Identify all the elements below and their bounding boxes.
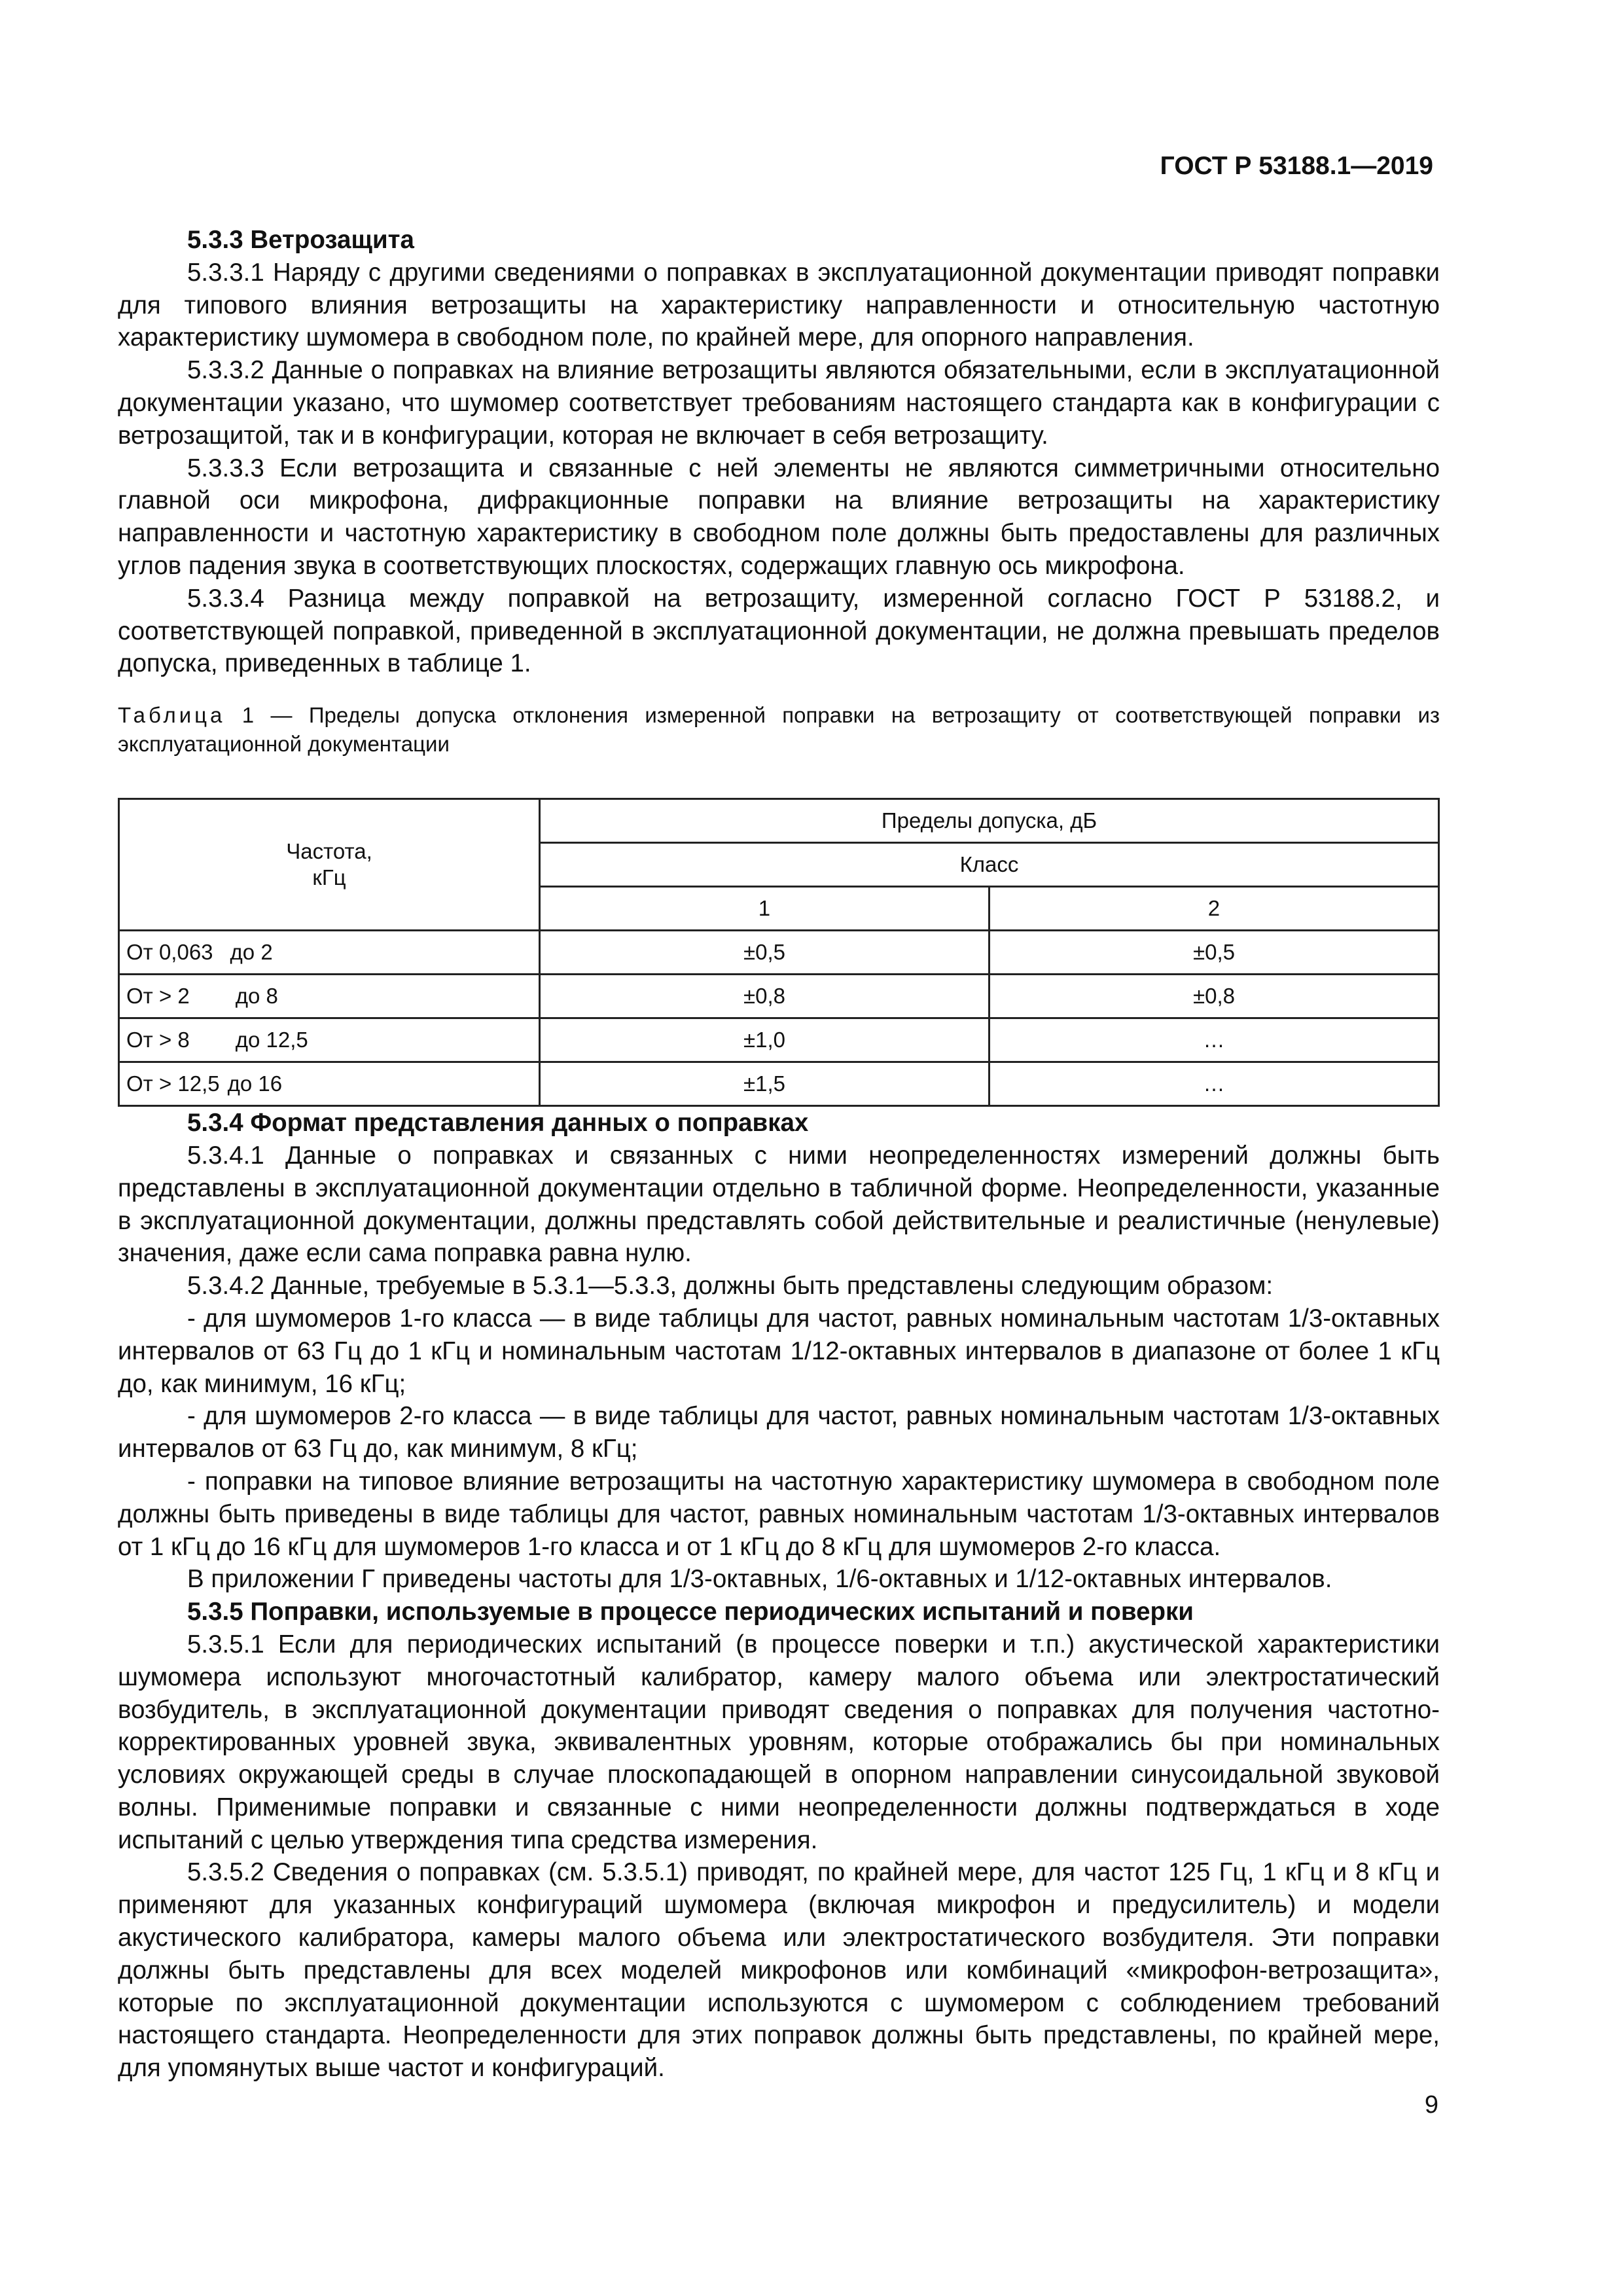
paragraph-5-3-4-2: 5.3.4.2 Данные, требуемые в 5.3.1—5.3.3, должны быть представлены следующим образом: <box>187 1272 1274 1300</box>
class-2-cell: … <box>989 1018 1438 1062</box>
frequency-cell: От > 2 до 8 <box>119 975 540 1018</box>
tolerance-table <box>118 798 1440 1107</box>
class-2-cell: ±0,5 <box>989 931 1438 975</box>
paragraph-5-3-5-2: 5.3.5.2 Сведения о поправках (см. 5.3.5.1) приводят, по крайней мере, для частот 125 Гц, 1 кГц и 8 кГц и применяют для указанных конфигураций шумомера (включая микрофон и предусилитель) и модели акустического калибратора, камеры малого объема или электростатического возбудителя. Эти поправки должны быть представлены для всех моделей микрофонов или комбинаций «микрофон-ветрозащита», которые по эксплуатационной документации используются с шумомером с соблюдением требований настоящего стандарта. Неопределенности для этих поправок должны быть представлены, по крайней мере, для упомянутых выше частот и конфигураций. <box>118 1858 1440 2083</box>
list-item-class-2: - для шумомеров 2-го класса — в виде таблицы для частот, равных номинальным частотам 1/3-октавных интервалов от 63 Гц до, как минимум, 8 кГц; <box>118 1402 1440 1463</box>
paragraph-5-3-4-1: 5.3.4.1 Данные о поправках и связанных с ними неопределенностях измерений должны быть представлены в эксплуатационной документации отдельно в табличной форме. Неопределенности, указанные в эксплуатационной документации, должны представлять собой действительные и реалистичные (ненулевые) значения, даже если сама поправка равна нулю. <box>118 1141 1440 1268</box>
class-1-cell: ±0,8 <box>540 975 990 1018</box>
table-1-caption <box>118 701 1440 759</box>
table-row <box>119 1062 1439 1106</box>
table-row <box>119 1018 1439 1062</box>
frequency-cell: От 0,063 до 2 <box>119 931 540 975</box>
frequency-cell: От > 12,5 до 16 <box>119 1062 540 1106</box>
paragraph-5-3-3-2: 5.3.3.2 Данные о поправках на влияние ветрозащиты являются обязательными, если в эксплуатационной документации указано, что шумомер соответствует требованиям настоящего стандарта как в конфигурации с ветрозащитой, так и в конфигурации, которая не включает в себя ветрозащиту. <box>118 356 1440 450</box>
paragraph-5-3-3-1: 5.3.3.1 Наряду с другими сведениями о поправках в эксплуатационной документации приводят поправки для типового влияния ветрозащиты на характеристику направленности и относительную частотную характеристику шумомера в свободном поле, по крайней мере, для опорного направления. <box>118 258 1440 352</box>
section-5-3-5-title: 5.3.5 Поправки, используемые в процессе периодических испытаний и поверки <box>187 1598 1194 1626</box>
document-code-header: ГОСТ Р 53188.1—2019 <box>1160 152 1433 180</box>
paragraph-5-3-5-1: 5.3.5.1 Если для периодических испытаний (в процессе поверки и т.п.) акустической характеристики шумомера используют многочастотный калибратор, камеру малого объема или электростатический возбудитель, в эксплуатационной документации приводят сведения о поправках для получения частотно-корректированных уровней звука, эквивалентных уровням, которые отображались бы при номинальных условиях окружающей среды в случае плоскопадающей в опорном направлении синусоидальной звуковой волны. Применимые поправки и связанные с ними неопределенности должны подтверждаться в ходе испытаний с целью утверждения типа средства измерения. <box>118 1630 1440 1854</box>
table-caption-label: Таблица <box>118 703 226 728</box>
header-class: Класс <box>540 843 1439 887</box>
header-tolerance-limits: Пределы допуска, дБ <box>540 799 1439 843</box>
class-1-cell: ±1,5 <box>540 1062 990 1106</box>
paragraph-appendix-reference: В приложении Г приведены частоты для 1/3-октавных, 1/6-октавных и 1/12-октавных интервалов. <box>187 1565 1332 1594</box>
list-item-class-1: - для шумомеров 1-го класса — в виде таблицы для частот, равных номинальным частотам 1/3-октавных интервалов от 63 Гц до 1 кГц и номинальным частотам 1/12-октавных интервалов в диапазоне от более 1 кГц до, как минимум, 16 кГц; <box>118 1304 1440 1398</box>
class-1-cell: ±0,5 <box>540 931 990 975</box>
table-caption-text: 1 — Пределы допуска отклонения измеренной поправки на ветрозащиту от соответствующей поправки из эксплуатационной документации <box>118 703 1440 757</box>
class-2-cell: ±0,8 <box>989 975 1438 1018</box>
class-1-cell: ±1,0 <box>540 1018 990 1062</box>
frequency-cell: От > 8 до 12,5 <box>119 1018 540 1062</box>
header-class-1: 1 <box>540 887 990 931</box>
paragraph-5-3-3-4: 5.3.3.4 Разница между поправкой на ветрозащиту, измеренной согласно ГОСТ Р 53188.2, и соответствующей поправкой, приведенной в эксплуатационной документации, не должна превышать пределов допуска, приведенных в таблице 1. <box>118 584 1440 678</box>
paragraph-5-3-3-3: 5.3.3.3 Если ветрозащита и связанные с ней элементы не являются симметричными относительно главной оси микрофона, дифракционные поправки на влияние ветрозащиты на характеристику направленности и частотную характеристику в свободном поле должны быть предоставлены для различных углов падения звука в соответствующих плоскостях, содержащих главную ось микрофона. <box>118 454 1440 580</box>
page-content <box>118 224 1440 2085</box>
class-2-cell: … <box>989 1062 1438 1106</box>
page-number: 9 <box>1424 2091 1438 2119</box>
table-row <box>119 931 1439 975</box>
section-5-3-3-title: 5.3.3 Ветрозащита <box>187 226 414 254</box>
list-item-windscreen: - поправки на типовое влияние ветрозащиты на частотную характеристику шумомера в свободном поле должны быть приведены в виде таблицы для частот, равных номинальным частотам 1/3-октавных интервалов от 1 кГц до 16 кГц для шумомеров 1-го класса и от 1 кГц до 8 кГц для шумомеров 2-го класса. <box>118 1467 1440 1561</box>
header-class-2: 2 <box>989 887 1438 931</box>
table-row <box>119 975 1439 1018</box>
header-frequency: Частота, кГц <box>119 799 540 931</box>
section-5-3-4-title: 5.3.4 Формат представления данных о поправках <box>187 1109 809 1138</box>
